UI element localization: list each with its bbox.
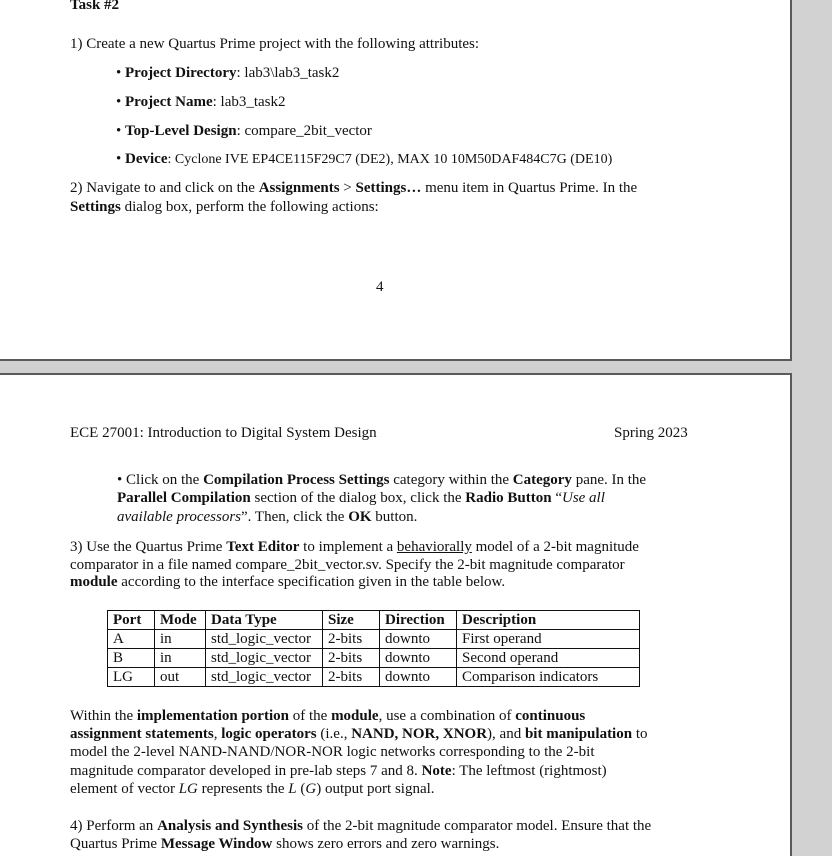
table-cell: LG <box>108 668 155 687</box>
para-line-3: model the 2-level NAND-NAND/NOR-NOR logic networks corresponding to the 2-bit <box>70 744 595 760</box>
table-header-row <box>108 611 640 630</box>
para-line-4: magnitude comparator developed in pre-lab steps 7 and 8. Note: The leftmost (rightmost) <box>70 763 607 779</box>
step-3-line-1: 3) Use the Quartus Prime Text Editor to implement a behaviorally model of a 2-bit magnitude <box>70 539 639 555</box>
header-cell: Mode <box>155 611 206 630</box>
step-3-line-2: comparator in a file named compare_2bit_vector.sv. Specify the 2-bit magnitude comparator <box>70 557 625 573</box>
step-2-line-2: Settings dialog box, perform the following actions: <box>70 199 379 215</box>
interface-spec-table <box>107 610 640 687</box>
table-cell: 2-bits <box>323 668 380 687</box>
step-3-line-3: module according to the interface specification given in the table below. <box>70 574 506 590</box>
table-row <box>108 649 640 668</box>
table-cell: downto <box>380 630 457 649</box>
step-4-line-1: 4) Perform an Analysis and Synthesis of the 2-bit magnitude comparator model. Ensure that the <box>70 818 652 834</box>
bullet-line-2: Parallel Compilation section of the dialog box, click the Radio Button “Use all <box>117 490 605 506</box>
table-cell: in <box>155 630 206 649</box>
header-course-title: ECE 27001: Introduction to Digital System Design <box>70 425 377 441</box>
header-cell: Port <box>108 611 155 630</box>
table-cell: std_logic_vector <box>206 668 323 687</box>
bullet-line-1: • Click on the Compilation Process Settings category within the Category pane. In the <box>117 472 647 488</box>
bullet-line-3: available processors”. Then, click the OK button. <box>117 509 418 525</box>
attribute-device: • Device: Cyclone IVE EP4CE115F29C7 (DE2), MAX 10 10M50DAF484C7G (DE10) <box>116 151 613 167</box>
table-cell: downto <box>380 649 457 668</box>
table-row <box>108 630 640 649</box>
table-cell: A <box>108 630 155 649</box>
table-row <box>108 668 640 687</box>
table-cell: out <box>155 668 206 687</box>
table-cell: downto <box>380 668 457 687</box>
attribute-project-directory: • Project Directory: lab3\lab3_task2 <box>116 65 340 81</box>
header-cell: Direction <box>380 611 457 630</box>
attribute-project-name: • Project Name: lab3_task2 <box>116 94 286 110</box>
viewer-background <box>790 0 832 856</box>
pdf-page-5 <box>0 375 790 856</box>
table-cell: Comparison indicators <box>457 668 640 687</box>
header-cell: Size <box>323 611 380 630</box>
table-cell: B <box>108 649 155 668</box>
table-cell: Second operand <box>457 649 640 668</box>
table-cell: std_logic_vector <box>206 649 323 668</box>
task-heading: Task #2 <box>70 0 120 13</box>
para-line-2: assignment statements, logic operators (i.e., NAND, NOR, XNOR), and bit manipulation to <box>70 726 648 742</box>
table-cell: First operand <box>457 630 640 649</box>
table-cell: in <box>155 649 206 668</box>
header-cell: Data Type <box>206 611 323 630</box>
step-4-line-2: Quartus Prime Message Window shows zero errors and zero warnings. <box>70 836 500 852</box>
header-semester: Spring 2023 <box>614 425 688 441</box>
table-cell: 2-bits <box>323 630 380 649</box>
para-line-1: Within the implementation portion of the module, use a combination of continuous <box>70 708 586 724</box>
para-line-5: element of vector LG represents the L (G) output port signal. <box>70 781 435 797</box>
step-2-line-1: 2) Navigate to and click on the Assignments > Settings… menu item in Quartus Prime. In the <box>70 180 638 196</box>
table-cell: 2-bits <box>323 649 380 668</box>
pdf-page-4 <box>0 0 790 359</box>
table-cell: std_logic_vector <box>206 630 323 649</box>
attribute-top-level-design: • Top-Level Design: compare_2bit_vector <box>116 123 372 139</box>
step-1-intro: 1) Create a new Quartus Prime project with the following attributes: <box>70 36 480 52</box>
header-cell: Description <box>457 611 640 630</box>
page-separator-gap <box>0 361 792 373</box>
page-number: 4 <box>376 279 384 295</box>
